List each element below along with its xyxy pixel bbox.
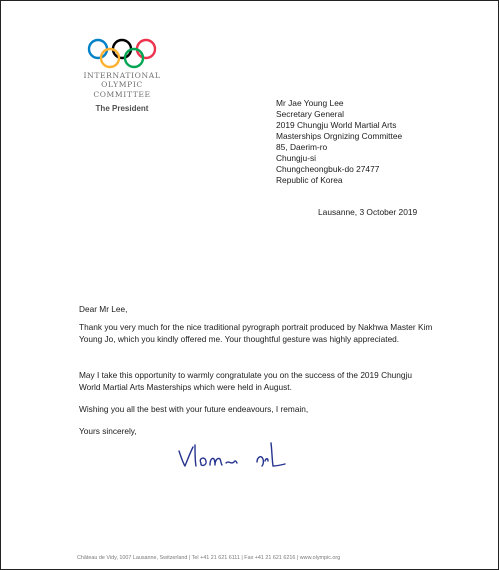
olympic-rings-logo — [85, 37, 159, 71]
handwritten-signature — [177, 441, 297, 473]
recipient-street: 85, Daerim-ro — [276, 142, 328, 152]
org-name-line-1: INTERNATIONAL — [83, 71, 161, 80]
ioc-letterhead — [63, 37, 181, 113]
salutation: Dear Mr Lee, — [79, 304, 128, 314]
recipient-org-line-1: 2019 Chungju World Martial Arts — [276, 120, 397, 130]
recipient-region: Chungcheongbuk-do 27477 — [276, 164, 380, 174]
recipient-name: Mr Jae Young Lee — [276, 98, 344, 108]
org-name-line-2: OLYMPIC — [101, 80, 143, 90]
recipient-org-line-2: Masterships Orgnizing Committee — [276, 131, 403, 141]
recipient-title: Secretary General — [276, 109, 344, 119]
body-paragraph-1: Thank you very much for the nice traditional pyrograph portrait produced by Nakhwa Master Kim Young Jo, which you kindly offered me. Your thoughtful gesture was highly appreciated. — [79, 322, 433, 344]
recipient-address — [276, 98, 402, 186]
date-line: Lausanne, 3 October 2019 — [318, 207, 418, 217]
body-paragraph-3: Wishing you all the best with your future endeavours, I remain, — [79, 404, 309, 414]
office-label: The President — [95, 104, 149, 114]
recipient-country: Republic of Korea — [276, 175, 343, 185]
org-name-line-3: COMMITTEE — [93, 89, 151, 99]
recipient-city: Chungju-si — [276, 153, 317, 163]
letterhead-footer: Château de Vidy, 1007 Lausanne, Switzerland | Tel +41 21 621 6111 | Fax +41 21 621 6216 | www.olympic.org — [77, 555, 341, 561]
closing: Yours sincerely, — [79, 426, 137, 436]
body-paragraph-2: May I take this opportunity to warmly congratulate you on the success of the 2019 Chungju World Martial Arts Masterships which were held in August. — [79, 370, 412, 392]
